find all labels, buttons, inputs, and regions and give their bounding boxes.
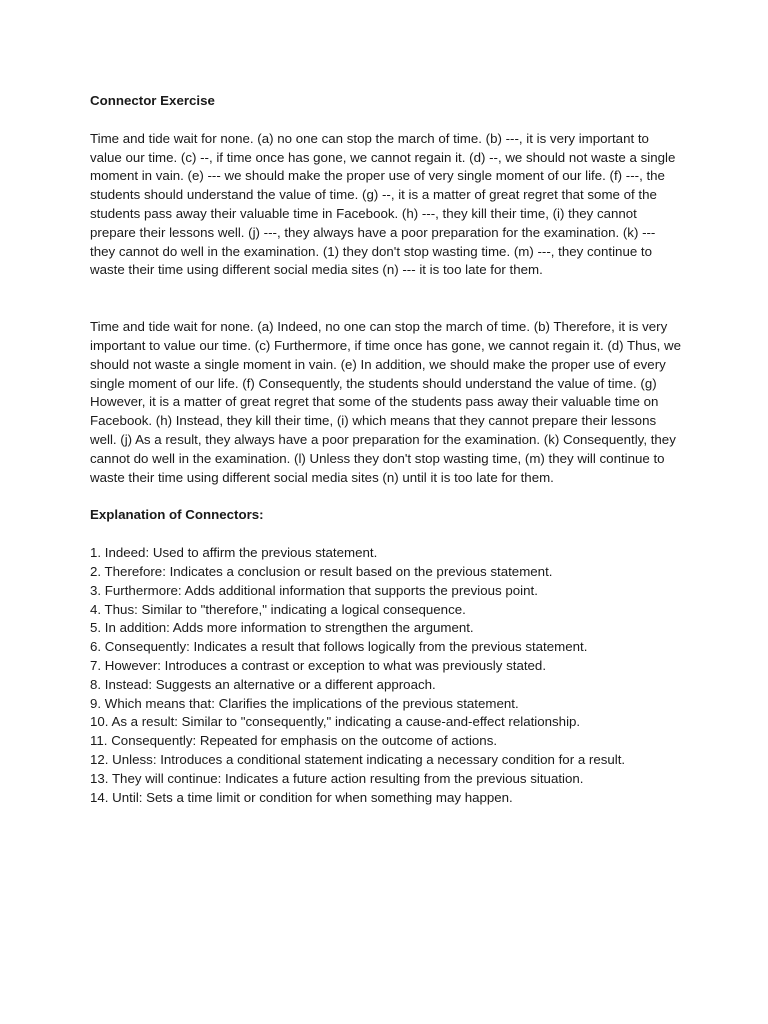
list-item: 6. Consequently: Indicates a result that follows logically from the previous statement. [90, 639, 588, 655]
list-item: 12. Unless: Introduces a conditional statement indicating a necessary condition for a result. [90, 751, 626, 767]
list-item: 13. They will continue: Indicates a future action resulting from the previous situation. [90, 770, 584, 786]
explanation-list [90, 544, 682, 807]
list-item: 8. Instead: Suggests an alternative or a different approach. [90, 676, 436, 692]
list-item: 10. As a result: Similar to "consequently," indicating a cause-and-effect relationship. [90, 714, 581, 730]
exercise-paragraph: Time and tide wait for none. (a) no one can stop the march of time. (b) ---, it is very important to value our time. (c) --, if time once has gone, we cannot regain it. (d) --, we should not waste a single moment in vain. (e) --- we should make the proper use of very single moment of our life. (f) ---, the students should understand the value of time. (g) --, it is a matter of great regret that some of the students pass away their valuable time in Facebook. (h) ---, they kill their time, (i) they cannot prepare their lessons well. (j) ---, they always have a poor preparation for the examination. (k) --- they cannot do well in the examination. (1) they don't stop wasting time. (m) ---, they continue to waste their time using different social media sites (n) --- it is too late for them. [90, 130, 676, 278]
explanation-heading: Explanation of Connectors: [90, 507, 264, 523]
list-item: 1. Indeed: Used to affirm the previous statement. [90, 545, 378, 561]
list-item: 2. Therefore: Indicates a conclusion or result based on the previous statement. [90, 563, 553, 579]
list-item: 3. Furthermore: Adds additional information that supports the previous point. [90, 582, 538, 598]
list-item: 11. Consequently: Repeated for emphasis on the outcome of actions. [90, 733, 498, 749]
list-item: 4. Thus: Similar to "therefore," indicating a logical consequence. [90, 601, 466, 617]
answer-paragraph: Time and tide wait for none. (a) Indeed, no one can stop the march of time. (b) Therefore, it is very important to value our time. (c) Furthermore, if time once has gone, we cannot regain it. (d) Thus, we should not waste a single moment in vain. (e) In addition, we should make the proper use of every single moment of our life. (f) Consequently, the students should understand the value of time. (g) However, it is a matter of great regret that some of the students pass away their valuable time on Facebook. (h) Instead, they kill their time, (i) which means that they cannot prepare their lessons well. (j) As a result, they always have a poor preparation for the examination. (k) Consequently, they cannot do well in the examination. (l) Unless they don't stop wasting time, (m) they will continue to waste their time using different social media sites (n) until it is too late for them. [90, 319, 681, 485]
list-item: 9. Which means that: Clarifies the implications of the previous statement. [90, 695, 519, 711]
list-item: 5. In addition: Adds more information to strengthen the argument. [90, 620, 474, 636]
list-item: 7. However: Introduces a contrast or exception to what was previously stated. [90, 657, 547, 673]
list-item: 14. Until: Sets a time limit or condition for when something may happen. [90, 789, 513, 805]
document-page [90, 92, 682, 807]
document-title: Connector Exercise [90, 93, 215, 108]
